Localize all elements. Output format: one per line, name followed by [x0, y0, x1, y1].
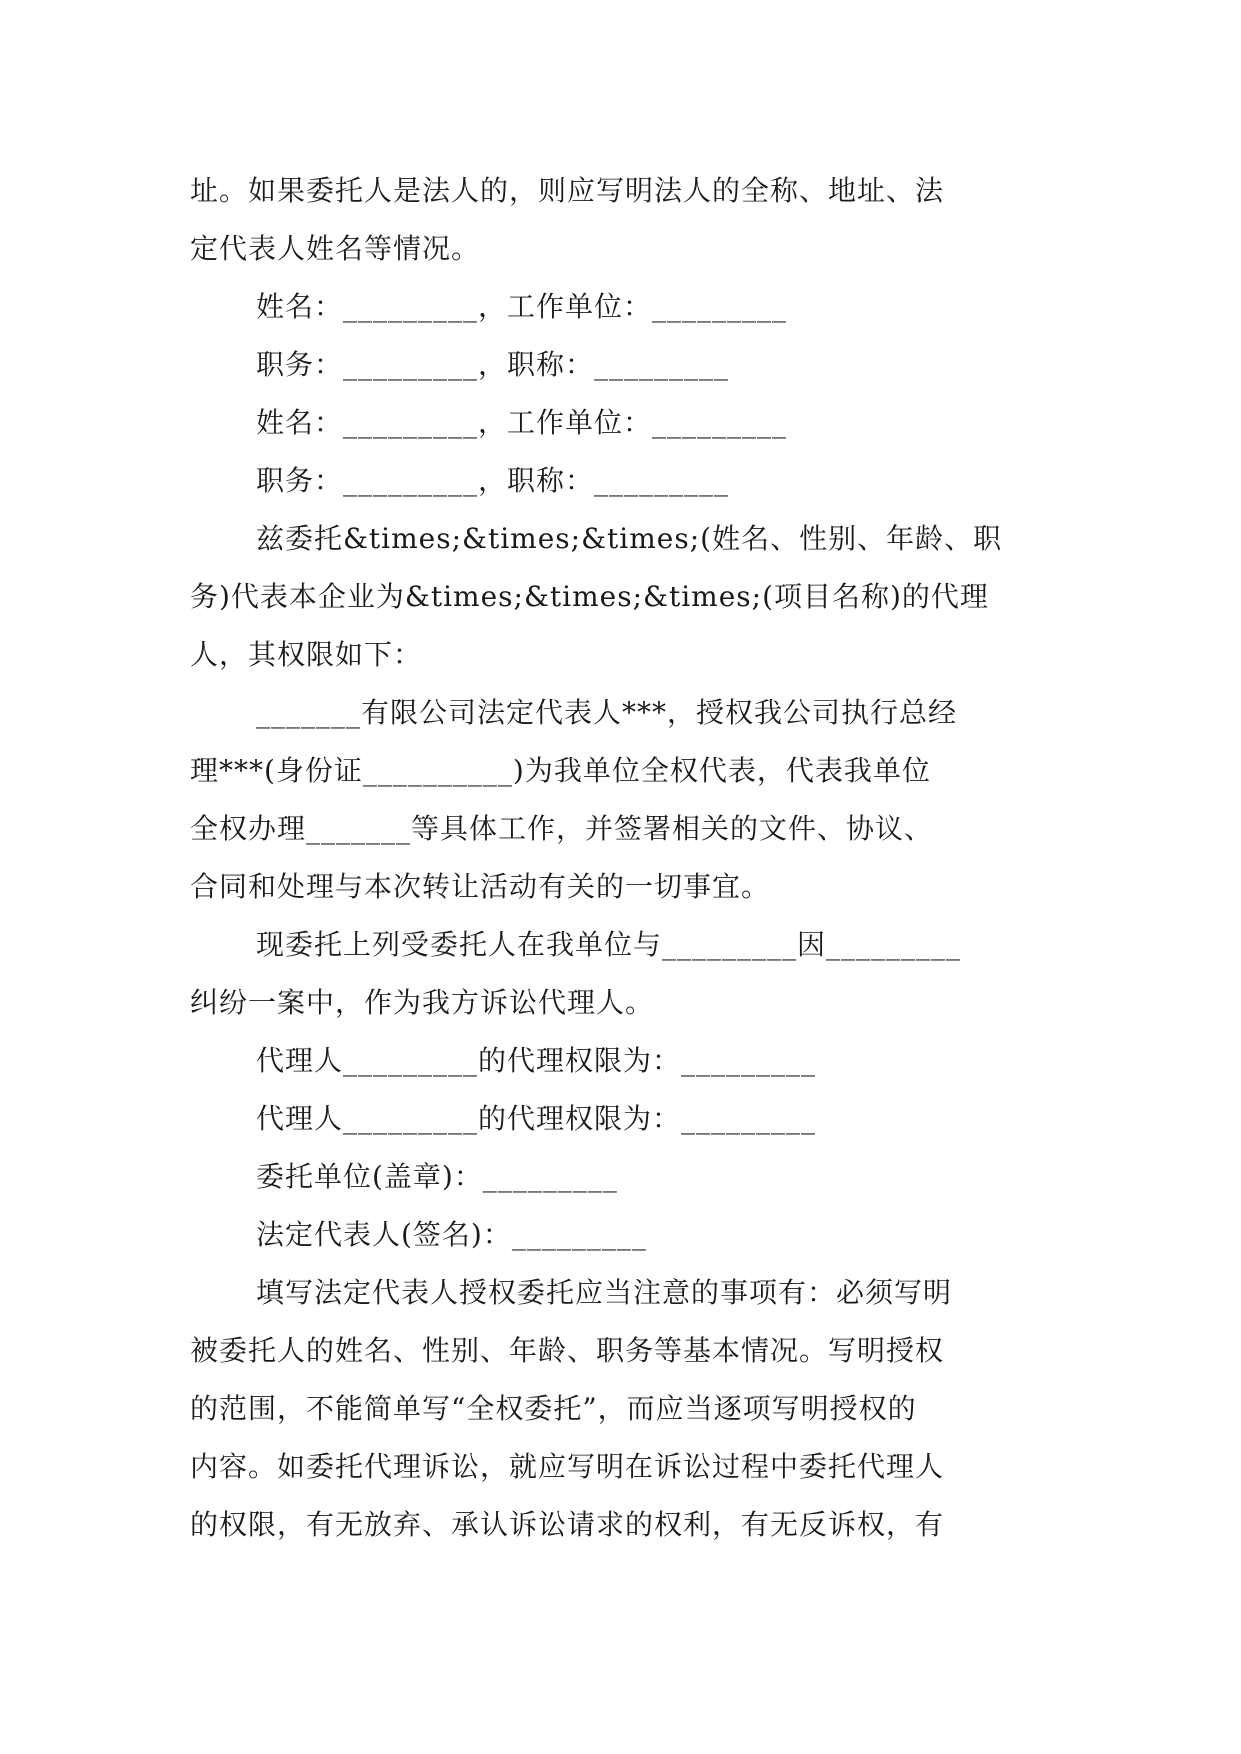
- text-line: 务)代表本企业为&times;&times;&times;(项目名称)的代理: [190, 580, 989, 613]
- paragraph-start-line: 兹委托&times;&times;&times;(姓名、性别、年龄、职: [256, 522, 1003, 555]
- text-line: 的范围，不能简单写“全权委托”，而应当逐项写明授权的: [190, 1392, 917, 1425]
- text-line: 理***(身份证__________)为我单位全权代表，代表我单位: [190, 754, 931, 787]
- text-line: 合同和处理与本次转让活动有关的一切事宜。: [190, 870, 771, 903]
- paragraph-start-line: 填写法定代表人授权委托应当注意的事项有：必须写明: [256, 1276, 953, 1309]
- text-line: 址。如果委托人是法人的，则应写明法人的全称、地址、法: [190, 174, 945, 207]
- form-field-line: 代理人_________的代理权限为：_________: [256, 1044, 817, 1077]
- text-line: 的权限，有无放弃、承认诉讼请求的权利，有无反诉权，有: [190, 1508, 945, 1541]
- signature-field-line: 委托单位(盖章)：_________: [256, 1160, 618, 1193]
- text-line: 纠纷一案中，作为我方诉讼代理人。: [190, 986, 655, 1019]
- text-line: 全权办理_______等具体工作，并签署相关的文件、协议、: [190, 812, 934, 845]
- paragraph-start-line: _______有限公司法定代表人***，授权我公司执行总经: [256, 696, 958, 729]
- text-line: 定代表人姓名等情况。: [190, 232, 481, 265]
- text-line: 被委托人的姓名、性别、年龄、职务等基本情况。写明授权: [190, 1334, 945, 1367]
- form-field-line: 职务：_________，职称：_________: [256, 348, 730, 381]
- form-field-line: 姓名：_________，工作单位：_________: [256, 406, 788, 439]
- signature-field-line: 法定代表人(签名)：_________: [256, 1218, 647, 1251]
- form-field-line: 代理人_________的代理权限为：_________: [256, 1102, 817, 1135]
- paragraph-start-line: 现委托上列受委托人在我单位与_________因_________: [256, 928, 962, 961]
- text-line: 内容。如委托代理诉讼，就应写明在诉讼过程中委托代理人: [190, 1450, 945, 1483]
- form-field-line: 姓名：_________，工作单位：_________: [256, 290, 788, 323]
- text-line: 人，其权限如下：: [190, 638, 423, 671]
- document-body: [190, 162, 1056, 1554]
- form-field-line: 职务：_________，职称：_________: [256, 464, 730, 497]
